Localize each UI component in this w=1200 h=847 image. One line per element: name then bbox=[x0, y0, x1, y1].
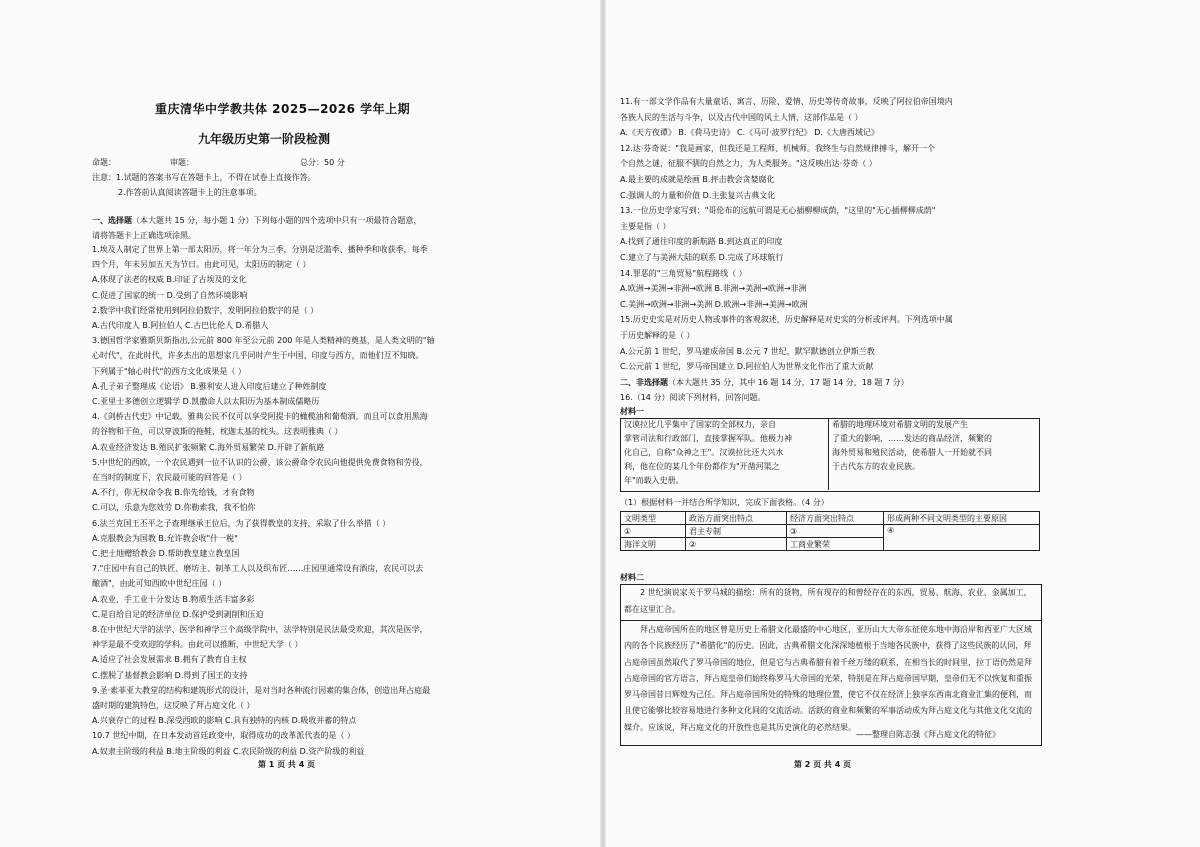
question-line: 14.罪恶的"三角贸易"航程路线（ ） bbox=[620, 268, 747, 278]
table-cell: 君主专制 bbox=[686, 525, 787, 538]
table-cell: ④ bbox=[884, 525, 1040, 551]
question-line: A.不行，你无权命令我 B.你先给钱，才有食物 bbox=[92, 488, 255, 498]
section1-title: 一、选择题 bbox=[92, 216, 132, 225]
question-line: A.农业、手工业十分发达 B.物质生活丰富多彩 bbox=[92, 594, 255, 604]
question-line: 盛时期的建筑特色，这反映了拜占庭文化（ ） bbox=[92, 701, 255, 710]
question-line: 3.德国哲学家雅斯贝斯指出,公元前 800 年至公元前 200 年是人类精神的奠基，是人类文明的"轴 bbox=[92, 336, 435, 346]
question-line: 9.圣·索菲亚大教堂的结构和建筑形式的设计，是对当时各种流行因素的集合体，创造出拜占庭最 bbox=[92, 685, 431, 695]
question-line: A.体现了法老的权威 B.印证了古埃及的文化 bbox=[92, 275, 247, 285]
question-line: C.公元前 1 世纪，罗马帝国建立 D.阿拉伯人为世界文化作出了重大贡献 bbox=[620, 362, 874, 372]
note-line-2: 2.作答前认真阅读答题卡上的注意事项。 bbox=[118, 188, 262, 197]
material1-left-line: 化自己，自称"众神之王"。汉谟拉比还大兴水 bbox=[624, 448, 784, 457]
material2-source: ——整理自陈志强《拜占庭文化的特征》 bbox=[856, 730, 1000, 739]
question-line: 5.中世纪的西欧，一个农民遇到一位不认识的公爵，该公爵命令农民向他提供免费食物和劳役， bbox=[92, 457, 428, 467]
question-line: 7."庄园中有自己的铁匠、磨坊主、制革工人以及织布匠……庄园里通常设有酒房，农民可以去 bbox=[92, 564, 424, 574]
material1-left-line: 掌管司法和行政部门，直接掌握军队。他极力神 bbox=[624, 434, 792, 443]
table-cell: ② bbox=[686, 538, 787, 551]
material1-right-line: 了重大的影响，……发达的商品经济，频繁的 bbox=[832, 434, 992, 443]
question-line: 在当时的制度下，农民最可能的回答是（ ） bbox=[92, 473, 247, 482]
table-cell: ① bbox=[621, 525, 686, 538]
question-line: 2.数学中我们经常使用到阿拉伯数字，发明阿拉伯数字的是（ ） bbox=[92, 305, 319, 315]
section2-title: 二、非选择题 bbox=[620, 378, 668, 387]
material2-part-b: 拜占庭帝国所在的地区曾是历史上希腊文化最盛的中心地区，亚历山大大帝东征使东地中海沿岸和西亚广大区域内的各个民族经历了"希腊化"的历史。因此，古典希腊文化深深地植根于当地各民族中，获得了这些民族的认同，拜占庭帝国虽然取代了罗马帝国的地位，但是它与古典希腊有着千丝万缕的联系，在相当长的时间里，拉丁语仍然是拜占庭帝国的官方语言，拜占庭皇帝们始终称罗马大帝国的光荣，特别是在拜占庭帝国早期，皇帝们无不以恢复和重振罗马帝国昔日辉煌为己任。拜占庭帝国所处的特殊的地理位置，使它不仅在经济上独享东西南北商业汇集的便利，而且使它能够比较容易地进行多种文化间的交流活动。活跃的商业和频繁的军事活动成为拜占庭文化与其他文化交流的媒介。应该说，拜占庭文化的开放性也是其历史演化的必然结果。 bbox=[624, 625, 1032, 732]
question-line: 12.达·芬奇说："我是画家，但我还是工程师、机械师。我终生与自然规律搏斗，解开一个 bbox=[620, 143, 935, 153]
exam-page-2 bbox=[606, 0, 1200, 847]
question-line: 各族人民的生活与斗争，以及古代中国的风土人情，这部作品是（ ） bbox=[620, 112, 863, 122]
question-line: C.促进了国家的统一 D.受到了自然环境影响 bbox=[92, 290, 248, 300]
answer-table bbox=[620, 511, 1040, 551]
note-line-1: 注意：1.试题的答案书写在答题卡上，不得在试卷上直接作答。 bbox=[92, 173, 316, 182]
material2-part-a: 2 世纪演说家关于罗马城的描绘：所有的货物，所有现存的和曾经存在的东西，贸易、航海、农业、金属加工，都在这里汇合。 bbox=[624, 588, 1032, 614]
table-cell: ③ bbox=[787, 525, 884, 538]
material1-divider bbox=[828, 418, 829, 490]
question-line: A.最主要的成就是绘画 B.抨击教会贪婪腐化 bbox=[620, 175, 775, 184]
question-line: 6.法兰克国王丕平之子查理继承王位后，为了获得教皇的支持，采取了什么举措（ ） bbox=[92, 518, 391, 528]
question-line: A.公元前 1 世纪，罗马建成帝国 B.公元 7 世纪，默罕默德创立伊斯兰教 bbox=[620, 346, 875, 356]
section1-desc: （本大题共 15 分，每小题 1 分）下列每小题的四个选项中只有一项最符合题意， bbox=[132, 216, 422, 225]
page-number-1: 第 1 页 共 4 页 bbox=[258, 760, 316, 769]
question-line: 4.《剑桥古代史》中记载，雅典公民不仅可以享受阿提卡的橄榄油和葡萄酒，而且可以食用黑海 bbox=[92, 412, 428, 422]
question-line: 1.埃及人制定了世界上第一部太阳历，将一年分为三季，分别是泛滥季、播种季和收获季，每季 bbox=[92, 245, 428, 254]
material2-divider bbox=[620, 620, 1041, 621]
question-line: C.是自给自足的经济单位 D.保护受到剥削和压迫 bbox=[92, 609, 264, 619]
question-line: 11.有一部文学作品有大量童话、寓言、历险、爱情、历史等传奇故事，反映了阿拉伯帝国境内 bbox=[620, 97, 953, 106]
table-header-cell: 政治方面突出特点 bbox=[686, 512, 787, 525]
question-line: 10.7 世纪中期，在日本发动首廷政变中，取得成功的改革派代表的是（ ） bbox=[92, 731, 355, 741]
question-line: C.亚里士多德创立逻辑学 D.凯撒命人以太阳历为基本制成儒略历 bbox=[92, 397, 320, 406]
material1-left-line: 年"而载入史册。 bbox=[624, 476, 684, 485]
question-line: 于历史解释的是（ ） bbox=[620, 331, 695, 340]
question-line: 神学是最不受欢迎的学科。由此可以推断，中世纪大学（ ） bbox=[92, 640, 303, 650]
question-line: 酿酒"，由此可知西欧中世纪庄园（ ） bbox=[92, 579, 227, 589]
material1-right-line: 希腊的地理环境对希腊文明的发展产生 bbox=[832, 420, 968, 429]
question-line: C.美洲→欧洲→非洲→美洲 D.欧洲→非洲→美洲→欧洲 bbox=[620, 299, 808, 309]
meta-reviewer: 审题： bbox=[170, 158, 194, 167]
table-row bbox=[621, 525, 1040, 538]
question-line: A.克服教会为国教 B.允许教会收"什一税" bbox=[92, 533, 238, 543]
table-header-cell: 经济方面突出特点 bbox=[787, 512, 884, 525]
q16-stem: 16.（14 分）阅读下列材料，回答问题。 bbox=[620, 393, 766, 402]
question-line: A.古代印度人 B.阿拉伯人 C.古巴比伦人 D.希腊人 bbox=[92, 321, 269, 330]
q16-part1: （1）根据材料一并结合所学知识，完成下面表格。（4 分） bbox=[620, 498, 829, 507]
question-line: 四个月，年末另加五天为节日。由此可见，太阳历的制定（ ） bbox=[92, 260, 311, 270]
table-cell: 海洋文明 bbox=[621, 538, 686, 551]
question-line: 个自然之谜，征服不驯的自然之力，为人类服务。"这反映出达·芬奇（ ） bbox=[620, 159, 877, 169]
question-line: C.把土地赠给教会 D.帮助教皇建立教皇国 bbox=[92, 549, 240, 558]
meta-score: 总分：50 分 bbox=[300, 158, 345, 167]
exam-title: 重庆清华中学教共体 2025—2026 学年上期 bbox=[155, 102, 411, 116]
table-header-row bbox=[621, 512, 1040, 525]
page-number-2: 第 2 页 共 4 页 bbox=[794, 760, 852, 769]
question-line: C.摆脱了基督教会影响 D.得到了国王的支持 bbox=[92, 670, 248, 680]
question-line: 的谷物和干鱼，可以穿波斯的拖鞋，枕迦太基的枕头。这表明雅典（ ） bbox=[92, 427, 343, 437]
question-line: 15.历史史实是对历史人物或事件的客观叙述，历史解释是对史实的分析或评判。下列选项中属 bbox=[620, 315, 953, 325]
question-line: 13.一位历史学家写到："哥伦布的远航可谓是无心插柳柳成荫，"这里的"无心插柳柳成荫" bbox=[620, 206, 936, 216]
table-header-cell: 文明类型 bbox=[621, 512, 686, 525]
question-line: A.《天方夜谭》 B.《荷马史诗》 C.《马可·波罗行纪》 D.《大唐西域记》 bbox=[620, 128, 879, 138]
table-cell: 工商业繁荣 bbox=[787, 538, 884, 551]
question-line: C.可以，乐意为您效劳 D.你勒索我，我不怕你 bbox=[92, 503, 256, 513]
material1-left-line: 利，他在位的某几个年份都作为"开凿河渠之 bbox=[624, 462, 780, 471]
material1-left-line: 汉谟拉比几乎集中了国家的全部权力，亲自 bbox=[624, 420, 776, 429]
material2-label: 材料二 bbox=[620, 573, 644, 582]
question-line: 8.在中世纪大学的法学、医学和神学三个高级学院中，法学特别是民法最受欢迎，其次是医学， bbox=[92, 625, 428, 634]
exam-subtitle: 九年级历史第一阶段检测 bbox=[198, 132, 331, 146]
material1-label: 材料一 bbox=[620, 407, 644, 416]
question-line: A.适应了社会发展需求 B.拥有了教育自主权 bbox=[92, 655, 247, 665]
question-line: A.找到了通往印度的新航路 B.到达真正的印度 bbox=[620, 237, 783, 247]
question-line: 主要是指（ ） bbox=[620, 221, 671, 231]
question-line: A.孔子弟子整理成《论语》 B.雅利安人进入印度后建立了种姓制度 bbox=[92, 381, 327, 391]
question-line: A.奴隶主阶级的利益 B.地主阶级的利益 C.农民阶级的利益 D.资产阶级的利益 bbox=[92, 746, 365, 756]
question-line: 下列属于"轴心时代"的西方文化成果是（ ） bbox=[92, 366, 246, 376]
section2-desc: （本大题共 35 分，其中 16 题 14 分，17 题 14 分，18 题 7 分） bbox=[668, 378, 909, 387]
material1-right-line: 于古代东方的农业民族。 bbox=[832, 462, 920, 471]
question-line: A.欧洲→美洲→非洲→欧洲 B.非洲→美洲→欧洲→非洲 bbox=[620, 284, 807, 294]
meta-setter: 命题： bbox=[92, 158, 116, 167]
material1-right-line: 海外贸易和殖民活动，使希腊人一开始就不同 bbox=[832, 448, 992, 457]
table-header-cell: 形成两种不同文明类型的主要原因 bbox=[884, 512, 1040, 525]
question-line: A.农业经济发达 B.殖民扩张频繁 C.海外贸易繁荣 D.开辟了新航路 bbox=[92, 442, 325, 452]
question-line: 心时代"，在此时代，许多杰出的思想家几乎同时产生于中国、印度与西方，而他们互不知晓。 bbox=[92, 351, 424, 361]
question-line: A.兴衰存亡的过程 B.深受西欧的影响 C.具有独特的内核 D.吸收并蓄的特点 bbox=[92, 716, 357, 726]
section1-desc-2: 请将答题卡上正确选项涂黑。 bbox=[92, 231, 196, 240]
question-line: C.强调人的力量和价值 D.主张复兴古典文化 bbox=[620, 190, 776, 200]
question-line: C.建立了与美洲大陆的联系 D.完成了环球航行 bbox=[620, 253, 784, 262]
